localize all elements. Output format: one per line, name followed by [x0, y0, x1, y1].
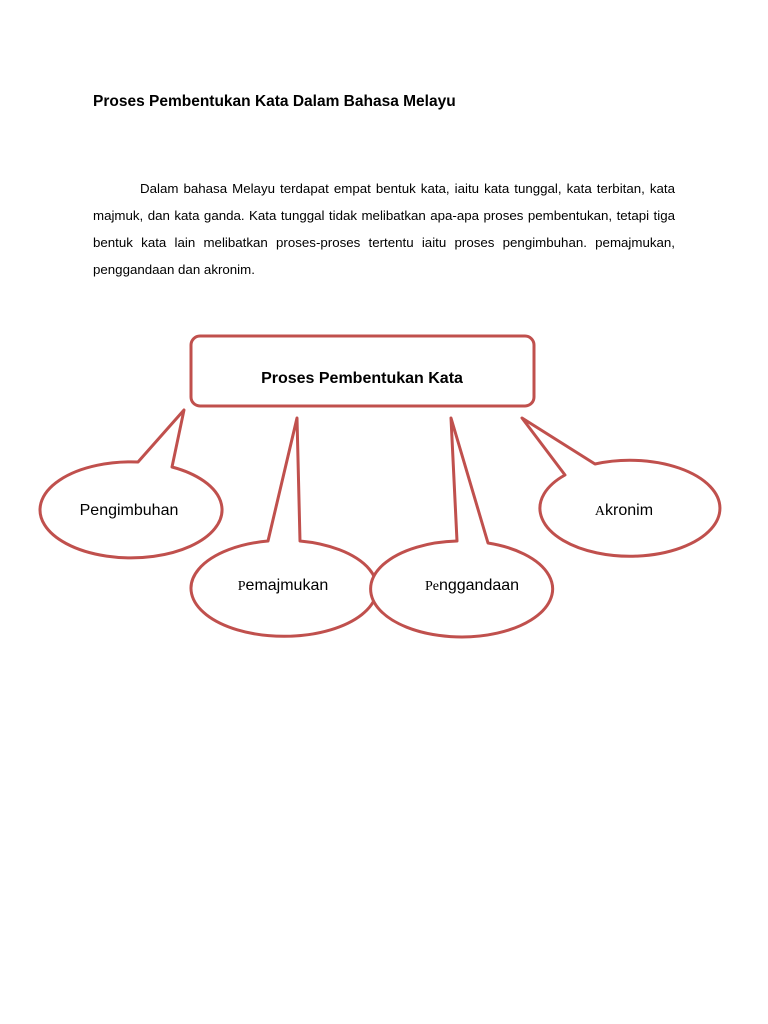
akronim-initial: A	[594, 504, 606, 519]
pengimbuhan-callout	[40, 410, 222, 558]
pemajmukan-label	[238, 577, 329, 594]
intro-paragraph: Dalam bahasa Melayu terdapat empat bentuk kata, iaitu kata tunggal, kata terbitan, kata majmuk, dan kata ganda. Kata tunggal tidak melibatkan apa-apa proses pembentukan, tetapi tiga bentuk kata lain melibatkan proses-proses tertentu iaitu proses pengimbuhan. pemajmukan, penggandaan dan akronim.	[93, 181, 675, 277]
pemajmukan-callout	[191, 418, 377, 636]
penggandaan-initial: Pe	[424, 579, 439, 594]
penggandaan-rest: nggandaan	[438, 577, 520, 594]
akronim-rest: kronim	[605, 502, 654, 519]
penggandaan-label	[425, 577, 519, 594]
pemajmukan-rest: emajmukan	[245, 577, 329, 594]
root-label: Proses Pembentukan Kata	[261, 370, 463, 387]
akronim-callout	[522, 418, 720, 556]
pemajmukan-initial: P	[237, 579, 246, 594]
akronim-label	[595, 502, 653, 519]
penggandaan-callout	[371, 418, 553, 637]
document-title: Proses Pembentukan Kata Dalam Bahasa Melayu	[93, 93, 456, 110]
pengimbuhan-label: Pengimbuhan	[79, 502, 179, 519]
